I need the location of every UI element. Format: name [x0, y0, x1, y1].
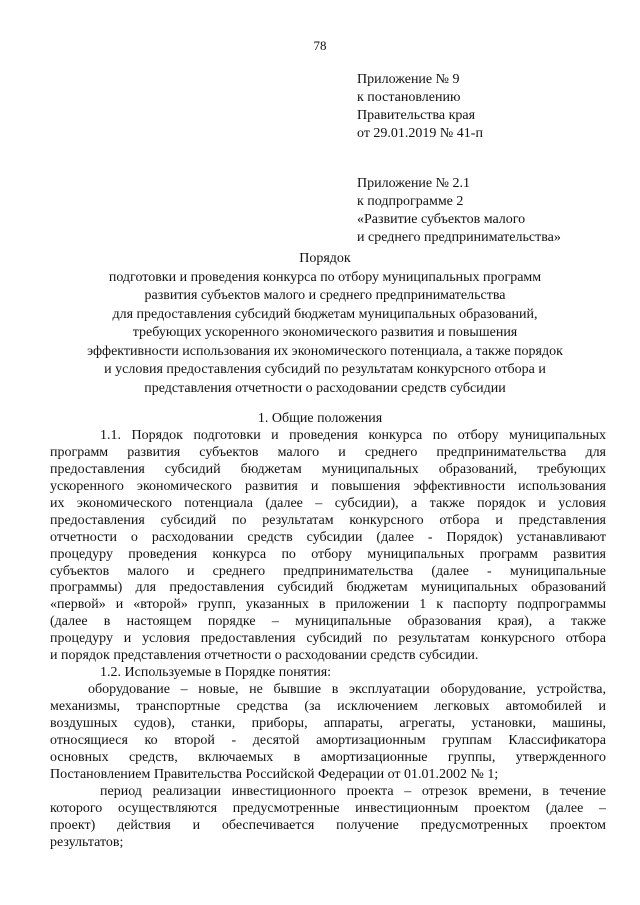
paragraph-line: отчетности о расходовании средств субсидии (далее - Порядок) устанавливают — [50, 529, 606, 545]
title-line: Порядок — [299, 251, 351, 266]
appendix-line: «Развитие субъектов малого — [357, 212, 526, 227]
section-body — [50, 428, 606, 851]
paragraph-line: период реализации инвестиционного проекта – отрезок времени, в течение — [100, 783, 606, 799]
document-title — [45, 250, 605, 398]
appendix-2-1-header — [357, 175, 561, 247]
title-line: для предоставления субсидий бюджетам муниципальных образований, — [112, 306, 538, 322]
paragraph-line: предоставления субсидий по результатам конкурсного отбора и представления — [50, 512, 606, 528]
title-line: подготовки и проведения конкурса по отбору муниципальных программ — [108, 269, 542, 285]
paragraph-line: основных средств, включаемых в амортизационные группы, утвержденного — [50, 749, 606, 765]
paragraph-line: субъектов малого и среднего предпринимательства (далее - муниципальные — [50, 563, 606, 579]
section-heading: 1. Общие положения — [257, 411, 383, 426]
appendix-line: к постановлению — [357, 90, 461, 105]
paragraph-line: 1.2. Используемые в Порядке понятия: — [100, 665, 332, 681]
paragraph-line: оборудование – новые, не бывшие в эксплуатации оборудование, устройства, — [88, 682, 606, 698]
paragraph-line: программ развития субъектов малого и среднего предпринимательства для — [50, 444, 606, 460]
appendix-line: Приложение № 9 — [357, 72, 460, 87]
paragraph-line: процедуру проведения конкурса по отбору муниципальных программ развития — [50, 546, 606, 562]
paragraph-line: (далее в настоящем порядке – муниципальные образования края), а также — [50, 614, 606, 630]
appendix-line: от 29.01.2019 № 41-п — [357, 126, 483, 141]
appendix-line: и среднего предпринимательства» — [357, 230, 561, 245]
title-line: эффективности использования их экономического потенциала, а также порядок — [87, 343, 563, 359]
paragraph-line: 1.1. Порядок подготовки и проведения конкурса по отбору муниципальных — [100, 428, 606, 443]
paragraph-line: программы) для предоставления субсидий бюджетам муниципальных образований — [50, 580, 606, 596]
paragraph-line: «первой» и «второй» групп, указанных в приложении 1 к паспорту подпрограммы — [50, 597, 606, 613]
paragraph-line: процедуру и условия предоставления субсидий по результатам конкурсного отбора — [50, 631, 606, 647]
paragraph-line: механизмы, транспортные средства (за исключением легковых автомобилей и — [50, 699, 606, 714]
title-line: развития субъектов малого и среднего предпринимательства — [144, 288, 506, 303]
appendix-line: Приложение № 2.1 — [357, 176, 470, 191]
paragraph-line: их экономического потенциала (далее – субсидии), а также порядок и условия — [50, 495, 606, 511]
paragraph-line: которого осуществляются предусмотренные инвестиционным проектом (далее – — [50, 800, 606, 816]
paragraph-line: и порядок представления отчетности о расходовании средств субсидии. — [50, 648, 479, 664]
paragraph-line: результатов; — [50, 834, 124, 850]
title-line: и условия предоставления субсидий по результатам конкурсного отбора и — [104, 362, 546, 377]
paragraph-line: Постановлением Правительства Российской Федерации от 01.01.2002 № 1; — [50, 766, 499, 782]
appendix-line: к подпрограмме 2 — [357, 194, 464, 209]
paragraph-line: относящиеся ко второй - десятой амортизационным группам Классификатора — [50, 732, 606, 748]
appendix-line: Правительства края — [357, 108, 476, 123]
paragraph-line: предоставления субсидий бюджетам муниципальных образований, требующих — [50, 461, 606, 477]
paragraph-line: воздушных судов), станки, приборы, аппараты, агрегаты, установки, машины, — [50, 715, 606, 731]
paragraph-line: проект) действия и обеспечивается получение предусмотренных проектом — [50, 817, 606, 833]
page-number: 78 — [313, 38, 327, 53]
paragraph-line: ускоренного экономического развития и повышения эффективности использования — [50, 478, 606, 494]
title-line: требующих ускоренного экономического развития и повышения — [132, 325, 518, 340]
appendix-9-header — [357, 71, 483, 143]
title-line: представления отчетности о расходовании средств субсидии — [144, 380, 506, 396]
